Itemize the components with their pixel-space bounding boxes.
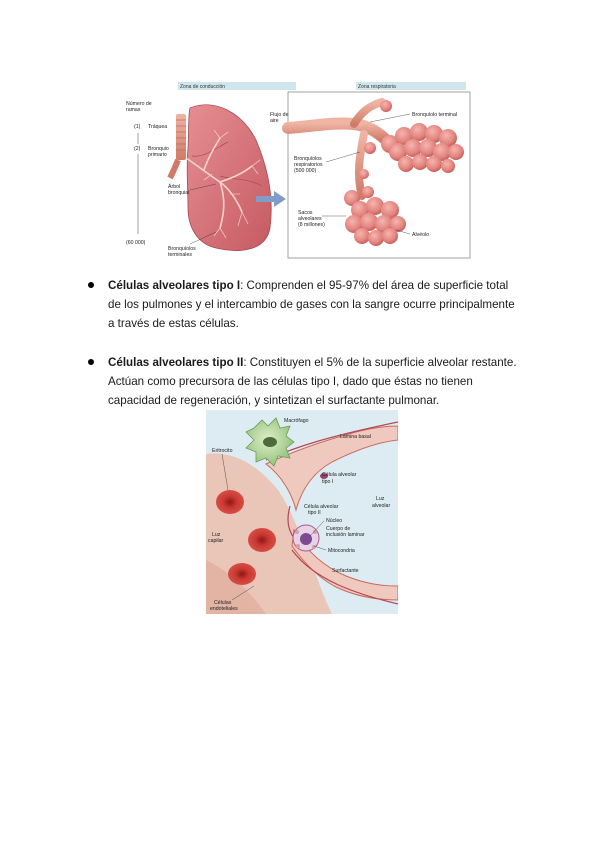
respiratory-zone-label: Zona respiratoria: [358, 84, 396, 90]
type1-cell-label-2: tipo I: [322, 479, 334, 485]
bullet-text: a través de estas células.: [108, 317, 239, 330]
branch-count-title: Número de: [126, 101, 152, 107]
lung-anatomy-figure: [124, 78, 474, 262]
trachea-label: Tráquea: [148, 124, 168, 130]
bronchial-tree-label: Árbol: [168, 184, 181, 190]
nucleus-label: Núcleo: [326, 518, 343, 524]
conduction-zone-label: Zona de conducción: [180, 84, 226, 90]
airflow-label: Flujo de: [270, 112, 289, 118]
alveolar-sacs-label-2: alveolares: [298, 216, 322, 222]
alveolar-sacs-label-3: (8 millones): [298, 222, 325, 228]
macrophage-label: Macrófago: [284, 418, 309, 424]
branch-count-title-2: ramas: [126, 107, 141, 113]
trachea-shape: [176, 114, 186, 160]
mitochondria-label: Mitocondria: [328, 548, 355, 554]
alveolar-sacs-label: Sacos: [298, 210, 313, 216]
terminal-bronchiole-label: Bronquíolo terminal: [412, 112, 457, 118]
type2-cell-nucleus: [300, 533, 312, 545]
count-60000: (60 000): [126, 240, 146, 246]
terminal-bronchioles-label: Bronquíolos: [168, 246, 196, 252]
erythrocyte-label: Eritrocito: [212, 448, 233, 454]
alveolus-label: Alvéolo: [412, 232, 430, 238]
erythrocyte-2: [248, 528, 276, 552]
respiratory-bronchioles-label-3: (500 000): [294, 168, 317, 174]
endothelial-label-2: endoteliales: [210, 606, 238, 612]
respiratory-bronchioles-label: Bronquíolos: [294, 156, 322, 162]
bullet-text: de los pulmones y el intercambio de gases con la sangre ocurre principalmente: [108, 298, 515, 311]
bullet-text: Actúan como precursora de las células tipo I, dado que éstas no tienen: [108, 375, 473, 388]
alveolar-lumen-label-2: alveolar: [372, 503, 391, 509]
surfactant-label: Surfactante: [332, 568, 359, 574]
alveolar-cells-figure: [206, 410, 398, 614]
capillary-lumen-label: Luz: [212, 532, 221, 538]
count-1: (1): [134, 124, 141, 130]
primary-bronchus-label-2: primario: [148, 152, 167, 158]
type1-cell-label: Célula alveolar: [322, 472, 357, 478]
bullet-dot: [88, 282, 94, 288]
bronchial-tree-label-2: bronquial: [168, 190, 190, 196]
respiratory-bronchioles-label-2: respiratorios: [294, 162, 323, 168]
erythrocyte-1: [216, 490, 244, 514]
bullet-list: [88, 276, 538, 430]
bullet-text: capacidad de regeneración, y sintetizan el surfactante pulmonar.: [108, 394, 440, 407]
bullet-dot: [88, 359, 94, 365]
airflow-label-2: aire: [270, 118, 279, 124]
bullet-text: : Constituyen el 5% de la superficie alveolar restante.: [243, 356, 517, 369]
alveolar-cells-illustration: [206, 410, 398, 614]
lamellar-body-label-2: inclusión laminar: [326, 532, 365, 538]
bullet-term: Células alveolares tipo II: [108, 356, 244, 369]
lamellar-body-label: Cuerpo de: [326, 526, 351, 532]
primary-bronchus-label: Bronquio: [148, 146, 169, 152]
type2-cell-label: Célula alveolar: [304, 504, 339, 510]
type2-cell-label-2: tipo II: [308, 510, 321, 516]
bullet-type1: [88, 276, 538, 333]
bullet-type2: [88, 353, 538, 410]
alveolar-lumen-label: Luz: [376, 496, 385, 502]
bullet-text: : Comprenden el 95-97% del área de superficie total: [240, 279, 509, 292]
endothelial-label: Células: [214, 600, 232, 606]
bullet-term: Células alveolares tipo I: [108, 279, 241, 292]
count-2: (2): [134, 146, 141, 152]
basal-lamina-label: Lámina basal: [340, 434, 371, 440]
lung-anatomy-illustration: [124, 78, 474, 262]
left-bronchus-stub: [170, 160, 178, 178]
terminal-bronchioles-label-2: terminales: [168, 252, 192, 258]
erythrocyte-3: [228, 563, 256, 585]
capillary-lumen-label-2: capilar: [208, 538, 224, 544]
